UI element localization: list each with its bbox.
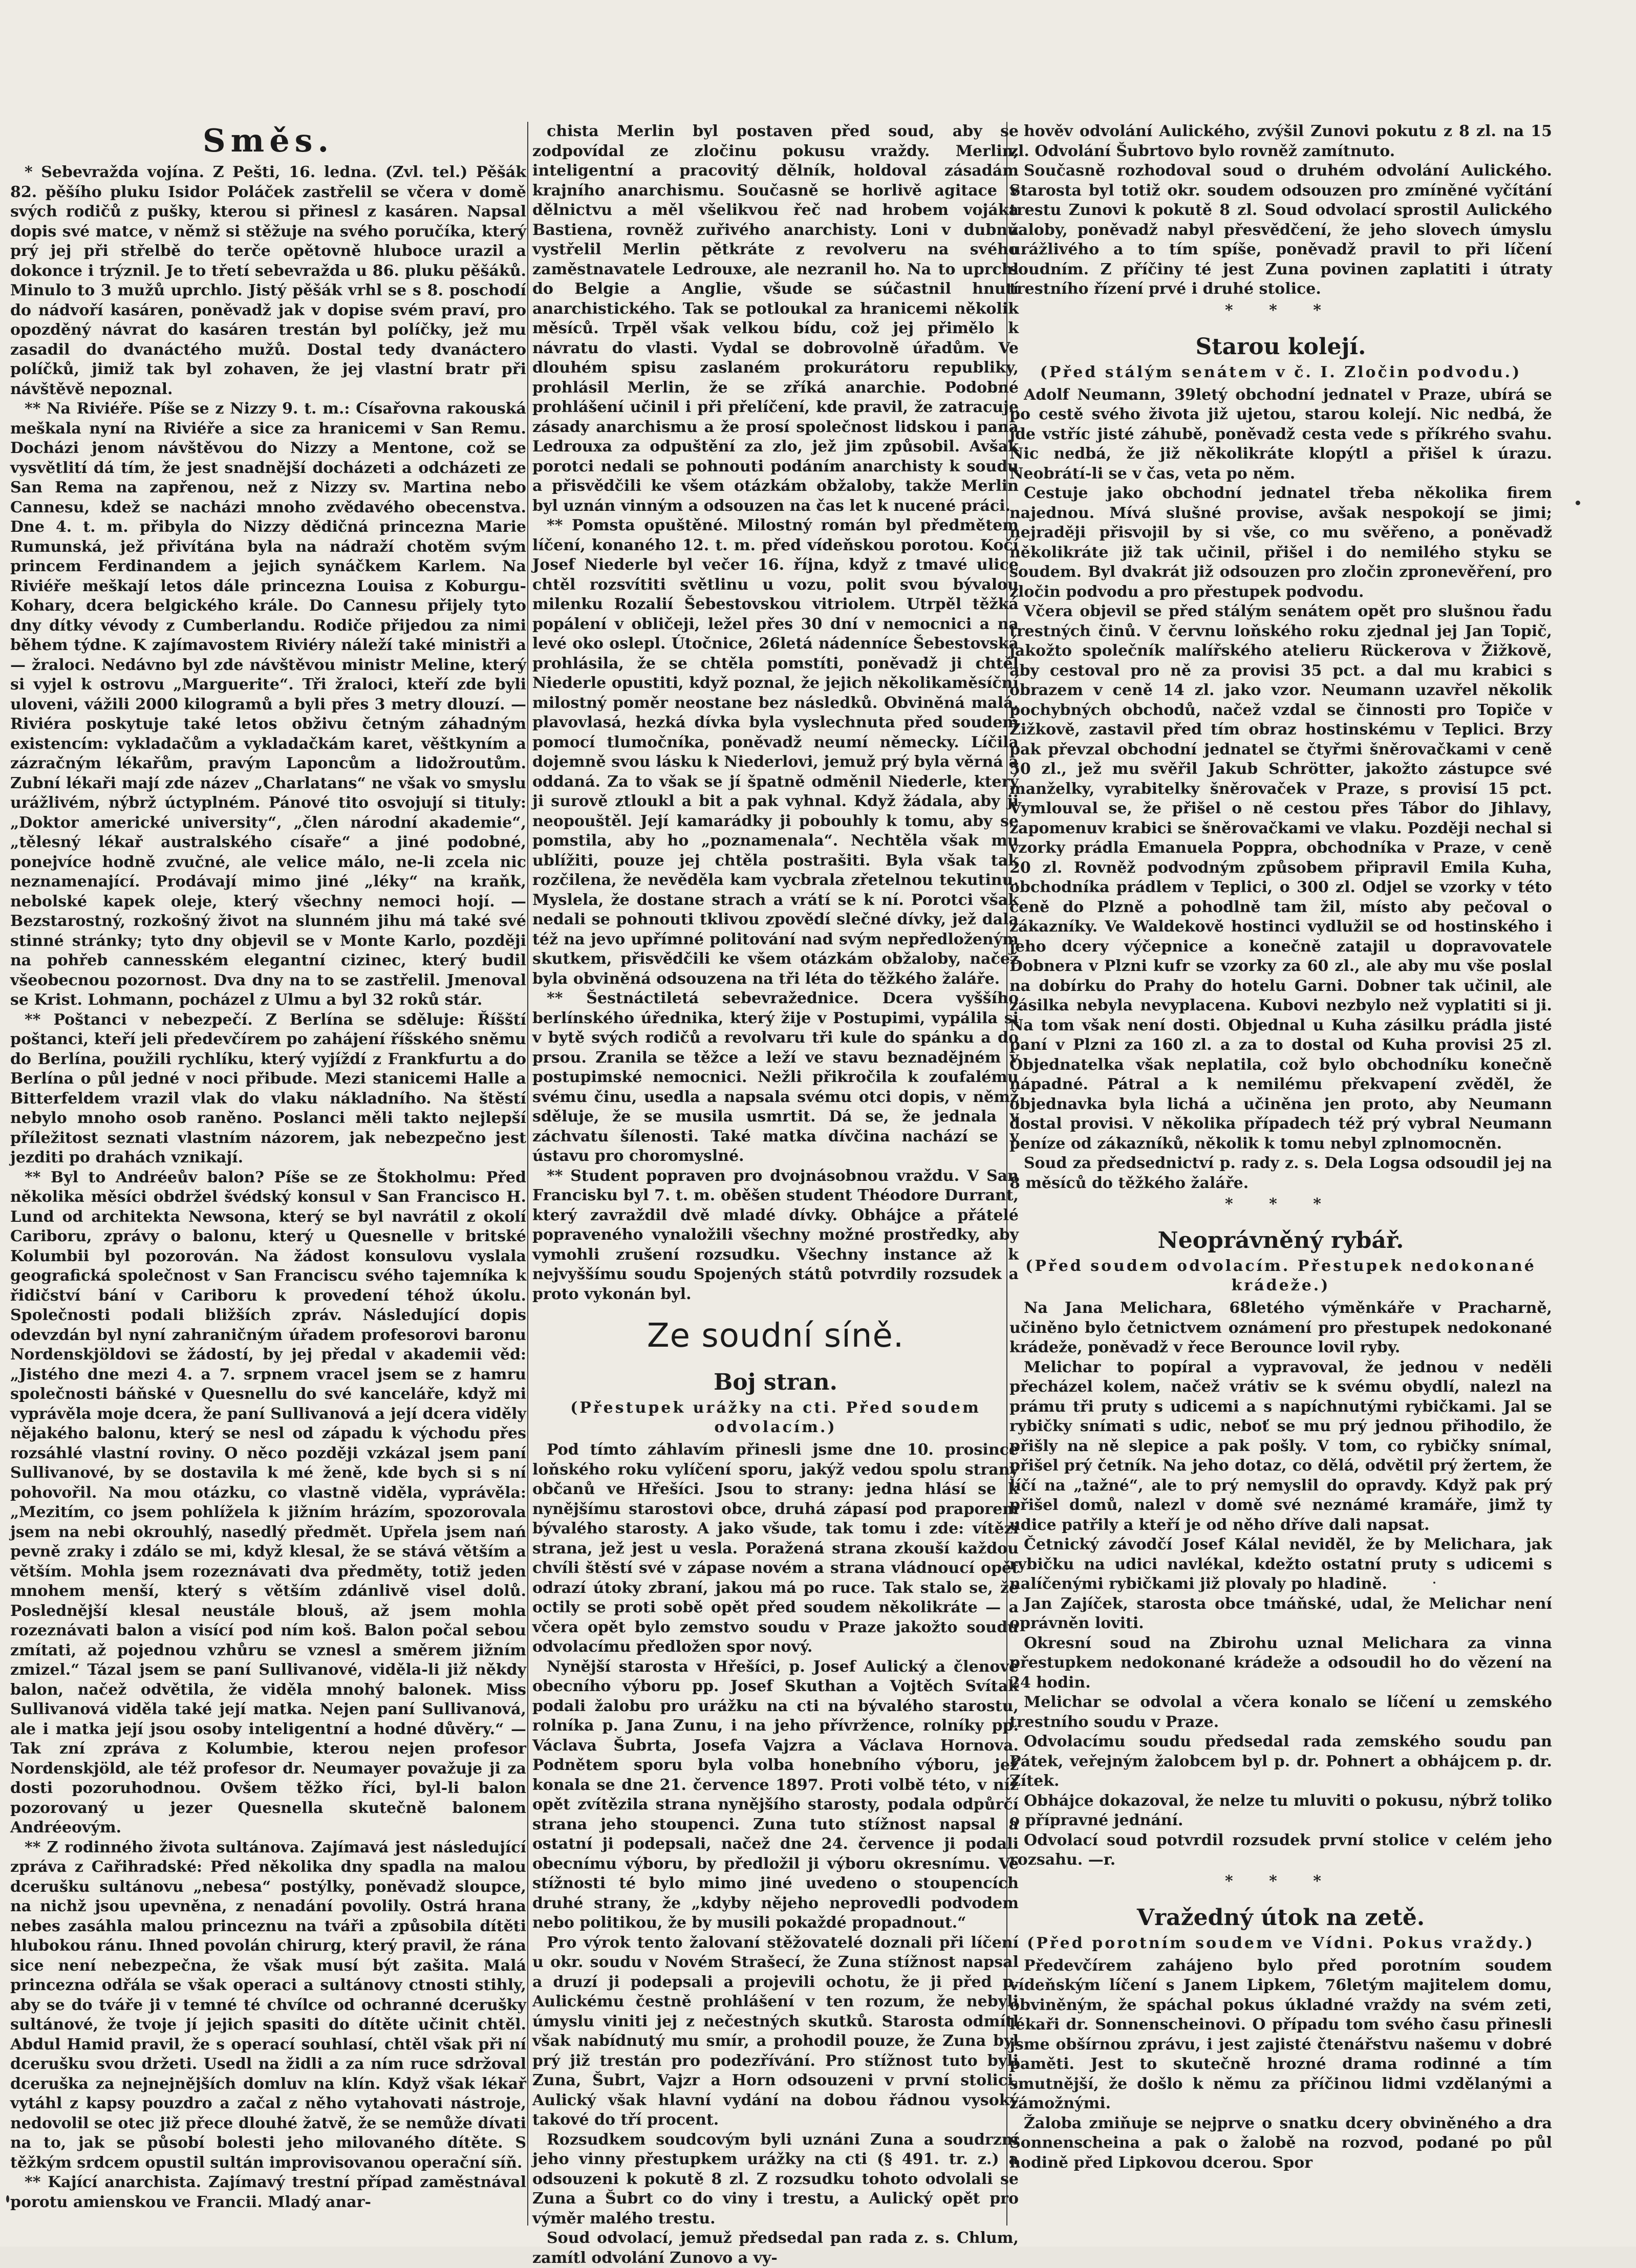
article-text: Zajímavá jest následující zpráva z Cařihradské: Před několika dny spadla na malou dcerušku sultánovu „nebesa“ postýlky, poněvadž sloupce, na nichž jsou upevněna, z nenadání povolily. Ostrá hrana nebes zasáhla malou princeznu na tváři a způsobila dítěti hlubokou ránu. Ihned povolán chirurg, který pravil, že rána sice není nebezpečna, že však musí být zašita. Malá princezna odřála se však operaci a sultánovy ctnosti stihly, aby se do tváře ji v temné té chvílce od ochranné dcerušky sultánové, že tvoje jí jejich spasiti do dítěte učinit chtěl. Abdul Hamid pravil, že s operací souhlasí, chtěl však při ní dcerušku svou držeti. Usedl na židli a za ním ruce sdržoval dceruška za nejnejnějších domluv na klín. Když však lékař vytáhl z kapsy pouzdro a začal z něho vytahovati nástroje, nedovolil se otec již přece dlouhé žatvě, že se nemůže dívati na to, jak se působí bolesti jeho milovaného dítěte. S těžkým srdcem opustil sultán improvisovanou operační síň. <box>10 1838 526 2172</box>
article-paragraph <box>532 2229 1019 2268</box>
article-heading: Vražedný útok na zetě. <box>1136 1904 1425 1931</box>
article-paragraph <box>532 1167 1019 1305</box>
article-paragraph <box>10 2173 526 2212</box>
article-text: chista Merlin byl postaven před soud, aby se zodpovídal ze zločinu pokusu vraždy. Merlin, inteligentní a pracovitý dělník, holdoval zásadám krajního anarchismu. Současně se horlivě agitace v dělnictvu a měl všelikvou řeč nad hrobem vojáka Bastiena, rovněž zuřivého anarchisty. Loni v dubnu vystřelil Merlin pětkráte z revolveru na svého zaměstnavatele Ledrouxe, ale nezranil ho. Na to uprchl do Belgie a Anglie, všude se súčastnil hnutí anarchistického. Tak se potloukal za hranicemi několik měsíců. Trpěl však velkou bídu, což jej přimělo k návratu do vlasti. Vydal se dobrovolně úřadům. Ve dlouhém spisu zaslaném prokurátoru republiky, prohlásil Merlin, že se zříká anarchie. Podobné prohlášení učinil i při přelíčení, kde pravil, že zatracuje zásady anarchismu a že prosí společnost lidskou i pana Ledrouxa za odpuštění za zlo, jež jim způsobil. Avšak porotci nedali se pohnouti podáním anarchisty k soudu a přisvědčili ke všem otázkám obžaloby, takže Merlin byl uznán vinným a odsouzen na čas let k nucené práci. <box>532 122 1019 515</box>
article-text: V San Francisku byl 7. t. m. oběšen student Théodore Durrant, který zavraždil dvě mladé dívky. Obhájce a přátelé popraveného vynaložili všechny možné prostředky, aby vymohli zrušení rozsudku. Všechny instance až k nejvyššímu soudu Spojených států potvrdily rozsudek a proto vykonán byl. <box>532 1167 1019 1303</box>
article-text: Žaloba zmiňuje se nejprve o snatku dcery obviněného a dra Sonnenscheina a pak o žalobě na rozvod, podané po půl hodině před Lipkovou dcerou. Spor <box>1009 2114 1552 2172</box>
article-kicker: ** Šestnáctiletá sebevražednice. <box>547 989 859 1007</box>
article-text: Adolf Neumann, 39letý obchodní jednatel v Praze, ubírá se po cestě svého života již ujetou, starou kolejí. Nic nedbá, že jde vstříc jisté záhubě, poněvadž cesta vede s příkrého svahu. Nic nedbá, že již několikráte klopýtl a přišel k úrazu. Neobrátí-li se v čas, veta po něm. <box>1009 385 1552 483</box>
article-kicker: ** Na Riviéře. <box>25 400 143 418</box>
article-list <box>1009 1299 1552 1870</box>
article-text: Nynější starosta v Hřešíci, p. Josef Aulický a členové obecního výboru pp. Josef Skuthan a Vojtěch Svítak podali žalobu pro urážku na cti na bývalého starostu, rolníka p. Jana Zunu, i na jeho přívržence, rolníky pp. Václava Šubrta, Josefa Vajzra a Václava Hornova. Podnětem sporu byla volba honebního výboru, jež konala se dne 21. července 1897. Proti volbě této, v níž opět zvítězila strana nynějšího starosty, podala odpůrčí strana jeho stoupenci. Zuna tuto stížnost napsal a ostatní ji podepsali, načež dne 24. července ji podali obecnímu výboru, by předložil ji výboru okresnímu. Ve stížnosti té bylo mimo jiné uvedeno o stoupencích druhé strany, že „kdyby nějeho neprovedli podvodem nebo politikou, že by musili pokaždé propadnout.“ <box>532 1657 1019 1932</box>
article-paragraph <box>1009 1634 1552 1693</box>
article-text: Z Pešti, 16. ledna. (Zvl. tel.) Pěšák 82. pěšího pluku Isidor Poláček zastřelil se včera v domě svých rodičů z pušky, kterou si přinesl z kasáren. Napsal dopis své matce, v němž si stěžuje na svého poručíka, který prý jej při střelbě do terče opětovně hluboce urazil a dokonce i trýznil. Je to třetí sebevražda u 86. pluku pěšáků. Minulo to 3 mužů uprchlo. Jistý pěšák vrhl se s 8. poschodí do nádvoří kasáren, poněvadž jak v dopise svém praví, pro opozděný návrat do kasáren trestán byl políčky, jež mu zasadil do dvanáctého mužů. Dostal tedy dvanáctero políčků, jimiž tak byl zohaven, že jej vlastní bratr při návštěvě nepoznal. <box>10 163 527 398</box>
article-paragraph <box>532 1933 1019 2130</box>
article-text: Okresní soud na Zbirohu uznal Melichara za vinna přestupkem nedokonané krádeže a odsoudil ho do vězení na 24 hodin. <box>1009 1634 1552 1692</box>
article-text: Četnický závodčí Josef Kálal neviděl, že by Melichara, jak rybičku na udici navlékal, kdežto ostatní pruty s udicemi s nalíčenými rybičkami již plovaly po hladině. <box>1009 1536 1552 1593</box>
article-kicker: ** Byl to Andréeův balon? <box>25 1168 264 1186</box>
article-kicker: ** Kající anarchista. <box>25 2173 202 2191</box>
article-text: Odvolacímu soudu předsedal rada zemského soudu pan Pátek, veřejným žalobcem byl p. dr. Pohnert a obhájcem p. dr. Zítek. <box>1009 1733 1552 1790</box>
article-text: Obhájce dokazoval, že nelze tu mluviti o pokusu, nýbrž toliko o přípravné jednání. <box>1009 1791 1552 1829</box>
section-title: Ze soudní síně. <box>647 1317 905 1355</box>
article-heading: Starou kolejí. <box>1195 333 1366 360</box>
article-paragraph <box>1009 1594 1552 1634</box>
article-paragraph <box>1009 1791 1552 1831</box>
article-paragraph <box>1009 1299 1552 1358</box>
article-paragraph <box>532 1657 1019 1933</box>
article-text: Rozsudkem soudcovým byli uznáni Zuna a soudrzní jeho vinny přestupkem urážky na cti (§ 491. tr. z.) a odsouzeni k pokutě 8 zl. Z rozsudku tohoto odvolali se Zuna a Šubrt co do viny i trestu, a Aulický opět pro výměr malého trestu. <box>532 2130 1019 2228</box>
article-paragraph <box>10 1010 526 1168</box>
article-paragraph <box>1009 1831 1552 1870</box>
article-text: Cestuje jako obchodní jednatel třeba několika firem najednou. Mívá slušné provise, avšak nespokojí se jimi; nejraději přisvojil by si vše, co mu svěřeno, a poněvadž několikráte již tak učinil, přišel i do nemilého styku se soudem. Byl dvakrát již odsouzen pro zločin zpronevěření, pro zločin podvodu a pro přestupek podvodu. <box>1009 484 1552 601</box>
article-text: Pro výrok tento žalovaní stěžovatelé doznali při líčení u okr. soudu v Novém Strašecí, že Zuna stížnost napsal a druzí ji podepsali a projevili ochotu, že ji před p. Aulickému čestně prohlášení v ten rozum, že nebyli úmyslu viniti jej z nečestných skutků. Starosta odmítl však nabídnutý mu smír, a prohodil pouze, že Zuna byl prý již trestán pro podezřívání. Pro stížnost tuto byli Zuna, Šubrt, Vajzr a Horn odsouzeni v první stolici, Aulický však hlavní vydání na dobou řádnou vysoký takové do tří procent. <box>532 1933 1019 2129</box>
article-text: Na Jana Melichara, 68letého výměnkáře v Pracharně, učiněno bylo četnictvem oznámení pro přestupek nedokonané krádeže, poněvadž v řece Berounce lovil ryby. <box>1009 1299 1552 1356</box>
article-paragraph <box>532 2130 1019 2229</box>
article-text: hověv odvolání Aulického, zvýšil Zunovi pokutu z 8 zl. na 15 zl. Odvolání Šubrtovo bylo rovněž zamítnuto. <box>1009 122 1552 160</box>
article-paragraph <box>10 1168 526 1838</box>
article-text: Píše se ze Štokholmu: Před několika měsíci obdržel švédský konsul v San Francisco H. Lund od architekta Newsona, který se byl navrátil z okolí Cariboru, zprávy o balonu, který u Quesnelle v britské Kolumbii byl pozorován. Na žádost konsulovu vyslala geografická společnost v San Franciscu svého tajemníka k řidičství bání v Cariboru k provedení téhož úkolu. Společnosti podali bližších zpráv. Následující dopis odevzdán byl nyní zahraničným úřadem profesorovi baronu Nordenskjöldovi se žádostí, by jej předal v akademii věd: „Jistého dne mezi 4. a 7. srpnem vracel jsem se z hamru společnosti báňské v Quesnellu do své kanceláře, když mi vyprávěla moje dcera, že paní Sullivanová a její dcera viděly nějakého balonu, který se nesl od západu k východu přes rozsáhlé vlastní roviny. O něco později vzkázal jsem paní Sullivanové, by se dostavila k mé ženě, kde bych si s ní pohovořil. Na mou otázku, co vlastně viděla, vyprávěla: „Mezitím, co jsem pohlížela k jižním hrázím, spozorovala jsem na nebi okrouhlý, nasedlý předmět. Upřela jsem nań pevně zraky i zdálo se mi, když klesal, že se stává větším a větším. Mohla jsem rozeznávati dva předměty, totiž jeden mnohem menší, který s větším zdánlivě visel dolů. Poslednější klesal neustále blouš, až jsem mohla rozeznávati balon a visící pod ním koš. Balon počal sebou zmítati, až pojednou vzhůru se vznesl a směrem jižním zmizel.“ Tázal jsem se paní Sullivanové, viděla-li již někdy balon, načež odvětila, že viděla mnohý balonek. Miss Sullivanová viděla také její matka. Nejen paní Sullivanová, ale i matka její jsou osoby inteligentní a hodné důvěry.“ — Tak zní zpráva z Kolumbie, kterou nejen profesor Nordenskjöld, ale též profesor dr. Neumayer považuje ji za dosti pozoruhodnou. Ovšem těžko říci, byl-li balon pozorovaný u jezer Quesnella skutečně balonem Andréeovým. <box>10 1168 526 1837</box>
article-paragraph <box>1009 1956 1552 2114</box>
article-list <box>532 1440 1019 2268</box>
article-text: Milostný román byl předmětem líčení, konaného 12. t. m. před vídeňskou porotou. Kočí Josef Niederle byl večer 16. října, když z tmavé ulice chtěl rozsvítiti světlinu u vozu, polit svou bývalou milenku Rozalií Šebestovskou vitriolem. Utrpěl těžká popálení v obličeji, ležel přes 30 dní v nemocnici a na levé oko oslepl. Útočnice, 26letá nádenníce Šebestovská prohlásila, že se chtěla pomstíti, poněvadž ji chtěl Niederle opustiti, když poznal, že jejich několikaměsíční milostný poměr neostane bez následků. Obviněná malá, plavovlasá, hezká dívka byla vyslechnuta před soudem pomocí tlumočníka, poněvadž neumí německy. Líčila dojemně svou lásku k Niederlovi, jemuž prý byla věrná a oddaná. Za to však se jí špatně odměnil Niederle, který ji surově ztloukl a bit a pak vyhnal. Když žádala, aby ji neopouštěl. Její kamarádky ji pobouhly k tomu, aby se pomstila, aby ho „poznamenala“. Nechtěla však mu ublížiti, pouze jej chtěla postrašiti. Byla však tak rozčilena, že nevěděla kam vycbrala zřetelnou tekutinu. Myslela, že dostane strach a vrátí se k ní. Porotci však nedali se pohnouti tklivou zpovědí slečné dívky, jež dala též na jevo upřímné politování nad svým nepředloženým skutkem, přisvědčili ke všem otázkám obžaloby, načež byla obviněná odsouzena na tři léta do těžkého žaláře. <box>532 516 1019 988</box>
article-kicker: ** Student popraven pro dvojnásobnou vraždu. <box>547 1167 960 1185</box>
article-text: Současně rozhodoval soud o druhém odvolání Aulického. Starosta byl totiž okr. soudem odsouzen pro zmíněné vyčítání trestu Zunovi k pokutě 8 zl. Soud odvolací sprostil Aulického žaloby, poněvadž nabyl přesvědčení, že jeho slovech úmyslu urážlivého a to tím spíše, poněvadž pravil to při líčení soudním. Z příčiny té jest Zuna povinen zaplatiti i útraty trestního řízení prvé i druhé stolice. <box>1009 162 1552 298</box>
article-text: Odvolací soud potvrdil rozsudek první stolice v celém jeho rozsahu. —r. <box>1009 1831 1552 1869</box>
article-list <box>1009 1956 1552 2173</box>
article-kicker: ** Z rodinného života sultánova. <box>25 1838 305 1856</box>
article-paragraph <box>1009 1535 1552 1594</box>
divider-stars: * * * <box>1225 301 1337 319</box>
article-subheading: (Před porotním soudem ve Vídni. Pokus vraždy.) <box>1027 1934 1535 1952</box>
article-list <box>10 163 526 2212</box>
article-paragraph <box>1009 1154 1552 1193</box>
article-subheading: (Přestupek urážky na cti. Před soudem odvolacím.) <box>570 1399 981 1436</box>
article-text: Zajímavý trestní případ zaměstnával porotu amienskou ve Francii. Mladý anar- <box>10 2173 526 2211</box>
article-text: Dcera vyššího berlínského úřednika, který žije v Postupimi, vypálila si v bytě svých rodičů a revolvaru tři kule do spánku a do prsou. Zranila se těžce a leží ve stavu beznadějném v postupimské nemocnici. Nežli přikročila k zoufalému svému činu, usedla a napsala svému otci dopis, v němž sděluje, že se musila usmrtit. Dá se, že jednala v záchvatu šílenosti. Také matka dívčina nachází se v ústavu pro choromyslné. <box>532 989 1019 1165</box>
article-subheading: (Před stálým senátem v č. I. Zločin podvodu.) <box>1040 363 1522 381</box>
article-paragraph <box>1009 161 1552 299</box>
column-middle <box>532 122 1019 2267</box>
article-text: Jan Zajíček, starosta obce tmáňské, udal, že Melichar není oprávněn loviti. <box>1009 1594 1552 1632</box>
article-paragraph <box>532 989 1019 1167</box>
column-left <box>10 122 526 2226</box>
article-text: Předevčírem zahájeno bylo před porotním soudem vídeňským líčení s Janem Lipkem, 76letým majitelem domu, obviněným, že spáchal pokus úkladné vraždy na svém zeti, lékaři dr. Sonnenscheinovi. O případu tom svého času přinesli jsme obšírnou zprávu, i jest zajisté čtenářstvu našemu v dobré paměti. Jest to skutečně hrozné drama rodinné a tím smutnější, že došlo k němu za příčinou lidmi vzdělanými a zámožnými. <box>1009 1956 1552 2112</box>
section-masthead: Směs. <box>202 122 334 159</box>
divider-stars: * * * <box>1225 1195 1337 1213</box>
article-kicker: ** Pomsta opuštěné. <box>547 516 728 534</box>
article-paragraph <box>1009 2114 1552 2173</box>
article-paragraph <box>532 122 1019 516</box>
article-subheading: (Před soudem odvolacím. Přestupek nedokonané krádeže.) <box>1025 1257 1536 1294</box>
article-heading: Boj stran. <box>714 1369 837 1395</box>
article-paragraph <box>1009 602 1552 1154</box>
article-text: Soud za předsednictví p. rady z. s. Dela Logsa odsoudil jej na 8 měsíců do těžkého žaláře. <box>1009 1154 1552 1192</box>
speck-mark <box>1576 501 1580 505</box>
article-paragraph <box>1009 484 1552 602</box>
article-paragraph <box>1009 385 1552 484</box>
article-text: Soud odvolací, jemuž předsedal pan rada z. s. Chlum, zamítl odvolání Zunovo a vy- <box>532 2229 1019 2267</box>
article-paragraph <box>10 1838 526 2173</box>
article-text: Melichar to popíral a vypravoval, že jednou v neděli přecházel kolem, načež vrátiv se k svému obydlí, nalezl na prámu tři pruty s udicemi a s napíchnutými rybičkami. Jal se rybičky snímati s udic, neboť se mu prý jednou přihodilo, že přišly na ně slepice a pak pošly. V tom, co rybičky snímal, přišel prý četník. Na jeho dotaz, co dělá, odvětil prý žertem, že líčí na „tažné“, ale to prý nemyslil do opravdy. Když pak prý přišel domů, nalezl v domě své neznámé kramáře, jimž ty udice patřily a kteří je od něho dříve dali napsat. <box>1009 1358 1552 1534</box>
article-paragraph <box>1009 1732 1552 1791</box>
column-rule <box>527 122 528 2226</box>
article-paragraph <box>10 163 526 399</box>
article-paragraph <box>532 1440 1019 1657</box>
article-paragraph <box>1009 1358 1552 1536</box>
article-text: Melichar se odvolal a včera konalo se líčení u zemského trestního soudu v Praze. <box>1009 1693 1552 1731</box>
article-paragraph <box>1009 1693 1552 1732</box>
article-kicker: ** Poštanci v nebezpečí. <box>25 1010 253 1029</box>
article-heading: Neoprávněný rybář. <box>1157 1227 1404 1254</box>
article-text: Z Berlína se sděluje: Říšští poštanci, kteří jeli předevčírem po zahájení říšského sněmu do Berlína, použili rychlíku, který vyjíždí z Frankfurtu a do Berlína o půl jedné v noci přibude. Mezi stanicemi Halle a Bitterfeldem vrazil vlak do vlaku nákladního. Na štěstí nebylo mnoho osob raněno. Poslanci měli takto nejlepší příležitost seznati vlastním názorem, jak nebezpečno jest jezditi po drahách vznikají. <box>10 1010 527 1167</box>
speck-mark <box>6 2195 9 2202</box>
article-list <box>532 122 1019 1304</box>
article-paragraph <box>10 399 526 1010</box>
divider-stars: * * * <box>1225 1872 1337 1890</box>
article-kicker: * Sebevražda vojína. <box>25 163 205 181</box>
article-list <box>1009 122 1552 299</box>
column-right <box>1009 122 1552 2226</box>
article-paragraph <box>1009 122 1552 161</box>
article-text: Včera objevil se před stálým senátem opět pro slušnou řadu trestných činů. V červnu loňského roku zjednal jej Jan Topič, jakožto společník malířského atelieru Rückerova v Žižkově, aby cestoval pro ně za provisi 35 pct. a dal mu krabici s obrazem v ceně 14 zl. jako vzor. Neumann uzavřel několik pochybných obchodů, načež vzdal se činnosti pro Topiče v Žižkově, zastavil před tím obraz hostinskému v Teplici. Brzy pak převzal obchodní jednatel se čtyřmi šněrovačkami v ceně 50 zl., jež mu svěřil Jakub Schrötter, jakožto zástupce své manželky, vyrabitelky šněrovaček v Praze, s provisí 15 pct. Vymlouval se, že přišel o ně cestou přes Tábor do Jihlavy, zapomenuv krabici se šněrovačkami ve vlaku. Později nechal si vzorky prádla Emanuela Poppra, obchodníka v Praze, v ceně 20 zl. Rovněž podvodným způsobem připravil Emila Kuha, obchodníka prádlem v Teplici, o 300 zl. Odjel se vzorky v této ceně do Plzně a pohodlně tam žil, místo aby pečoval o zákazníky. Ve Waldekově hostinci vydlužil se od hostinského i jeho dcery výčepnice a konečně zatajil u dopravovatele Dobnera v Plzni kufr se vzorky za 60 zl., ale aby mu vše poslal na dobírku do Prahy do hotelu Garni. Dobner tak učinil, ale zásilka nebyla nevyplacena. Kubovi nezbylo než vyplatiti si ji. Na tom však není dosti. Objednal u Kuha zásilku prádla jisté paní v Plzni za 160 zl. a za to dostal od Kuha provisi 25 zl. Objednatelka však neplatila, což bylo obchodníku konečně nápadné. Pátral a k nemilému překvapení zvěděl, že objednavka byla lichá a učiněna jen proto, aby Neumann dostal provisi. V několika případech též prý vybral Neumann peníze od zákazníků, několik k tomu nebyl zplnomocněn. <box>1009 602 1552 1153</box>
article-text: Píše se z Nizzy 9. t. m.: Císařovna rakouská meškala nyní na Riviéře a sice za hranicemi v San Remu. Docházi jenom návštěvou do Nizzy a Mentone, což se vysvětlití dá tím, že jest snadnější docházeti a odcházeti ze San Rema na zapřenou, než z Nizzy sv. Martina nebo Cannesu, kdež se nacházi mnoho zvědavého obecenstva. Dne 4. t. m. přibyla do Nizzy dědičná princezna Marie Rumunská, jež přivítána byla na nádraží chotěm svým princem Ferdinandem a jejich synáčkem Karlem. Na Riviéře meškají letos dále princezna Louisa z Koburgu-Kohary, dcera belgického krále. Do Cannesu přijely tyto dny dítky vévody z Cumberlandu. Rodiče přijedou za nimi během týdne. K zajímavostem Riviéry náleží také ministři a — žraloci. Nedávno byl zde návštěvou ministr Meline, který si vyjel k ostrovu „Marguerite“. Tři žraloci, kteří zde byli uloveni, vážili 2000 kilogramů a byli přes 3 metry dlouzí. — Riviéra poskytuje také letos obživu četným záhadným existencím: vykladačům a vykladačkám karet, věštkyním a zázračným lékařům, pravým Laponcům a lidožroutům. Zubní lékaři mají zde název „Charlatans“ ne však vo smyslu urážlivém, nýbrž úctyplném. Pánové tito osvojují si tituly: „Doktor americké university“, „člen národní akademie“, „tělesný lékař australského císaře“ a jiné podobné, ponejvíce hodně zvučné, ale velice málo, ne-li zcela nic neznamenající. Prodávají mimo jiné „léky“ na kraňk, nebolské kapek oleje, který všechny nemoci hojí. — Bezstarostný, rozkošný život na slunném jihu má také své stinné stránky; tyto dny objevil se v Monte Karlo, později na pohřeb cannesském elegantní cizinec, který budil všeobecnou pozornost. Dva dny na to se zastřelil. Jmenoval se Krist. Lohmann, pocházel z Ulmu a byl 32 roků stár. <box>10 400 526 1009</box>
article-list <box>1009 385 1552 1194</box>
article-text: Pod tímto záhlavím přinesli jsme dne 10. prosince loňského roku vylíčení sporu, jakýž vedou spolu strany občanů ve Hřešíci. Jsou to strany: jedna hlásí se k nynějšímu starostovi obce, druhá zápasí pod praporem bývalého starosty. A jako všude, tak tomu i zde: vítězí strana, jež jest u vesla. Poražená strana zkouší každou chvíli štěstí své v zápase novém a strana vládnoucí opět odrazí útoky zbraní, jakou má po ruce. Tak stalo se, že octily se proti sobě opět před soudem několikráte — a včera opět bylo zemstvo soudu v Praze jakožto soudu odvolacímu předložen spor nový. <box>532 1441 1019 1656</box>
article-paragraph <box>532 516 1019 989</box>
